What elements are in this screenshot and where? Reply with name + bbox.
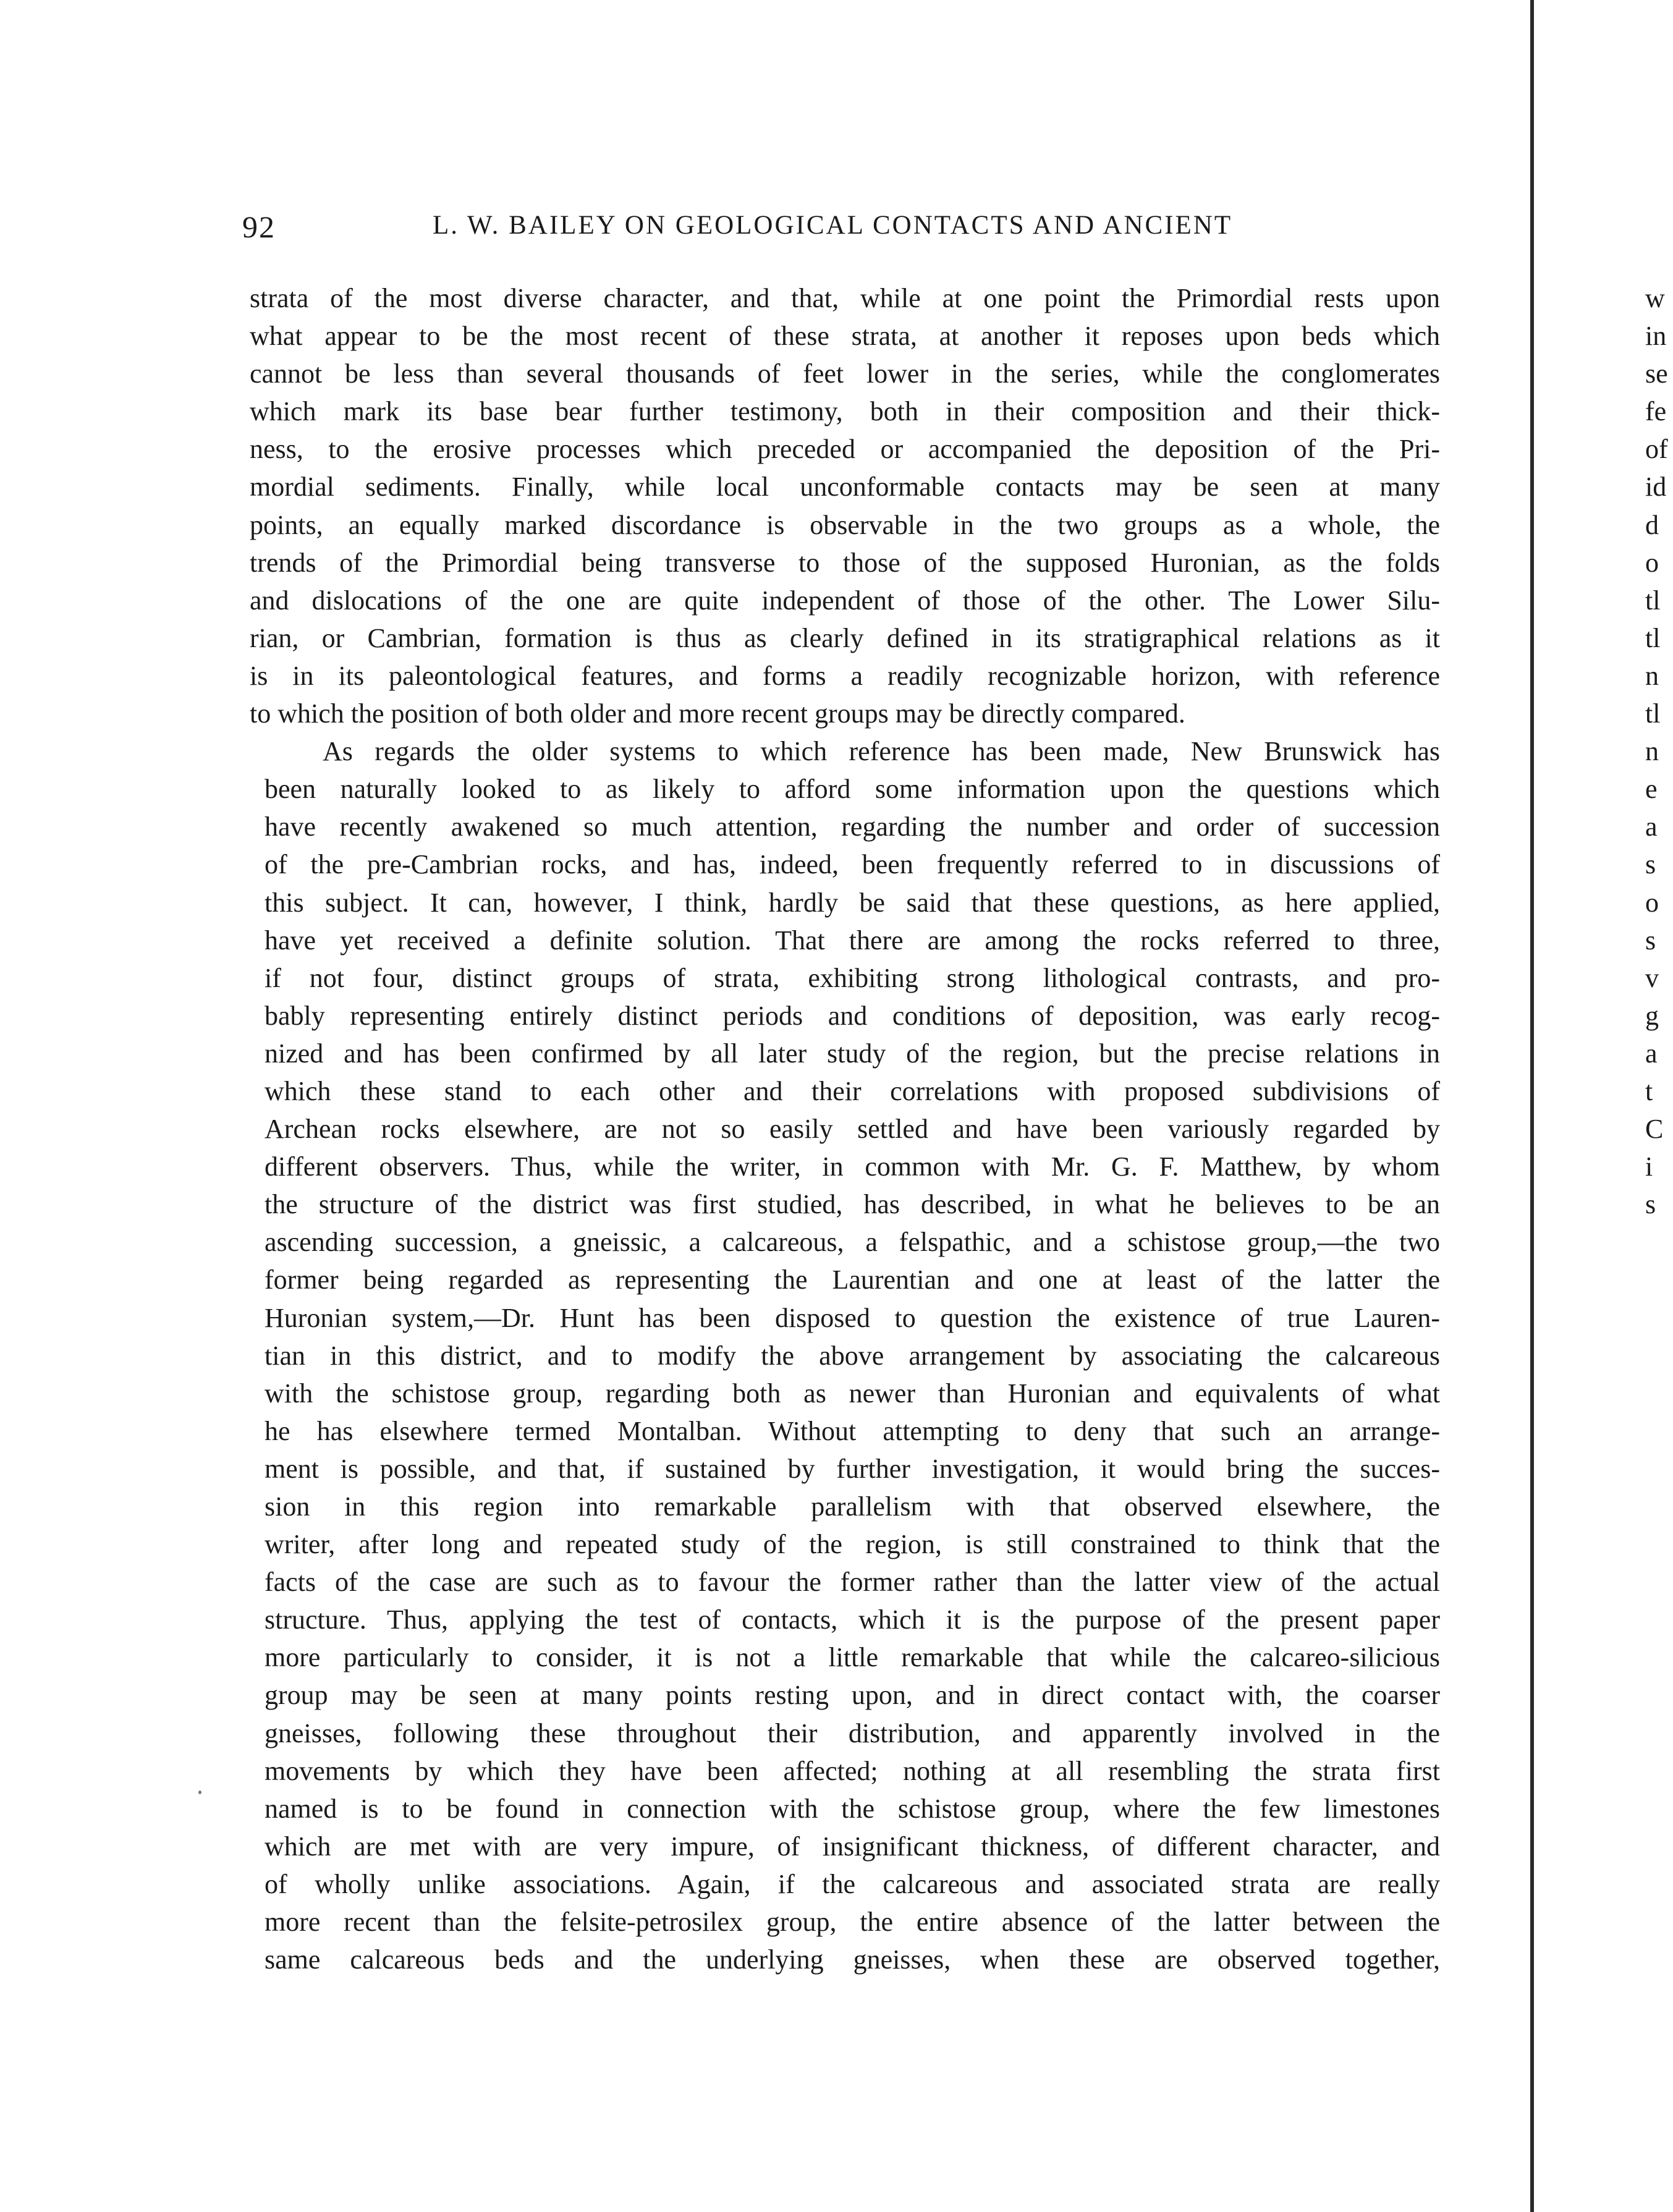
text-line: different observers. Thus, while the writer, in common with Mr. G. F. Matthew, by whom [265,1151,1440,1182]
facing-page-fragment [1645,1375,1673,1412]
facing-page-fragment: e [1645,774,1658,805]
facing-page-fragment: tl [1645,622,1661,653]
facing-page-fragment: of [1645,434,1668,465]
text-line: strata of the most diverse character, and that, while at one point the Primordial rests upon [250,283,1440,313]
text-line: tian in this district, and to modify the above arrangement by associating the calcareous [265,1340,1440,1371]
text-line: he has elsewhere termed Montalban. Without attempting to deny that such an arrange- [265,1415,1440,1446]
text-line: more recent than the felsite-petrosilex group, the entire absence of the latter between the [265,1907,1440,1938]
text-line: As regards the older systems to which reference has been made, New Brunswick has [323,736,1440,767]
facing-page-fragment: tl [1645,698,1661,729]
text-line: facts of the case are such as to favour the former rather than the latter view of the actual [265,1567,1440,1598]
facing-page-fragment [1645,1450,1673,1488]
text-line: have recently awakened so much attention, regarding the number and order of succession [265,811,1440,842]
text-line: is in its paleontological features, and forms a readily recognizable horizon, with reference [250,660,1440,691]
facing-page-fragment: in [1645,321,1667,352]
facing-page-fragment: t [1645,1075,1653,1106]
text-line: which these stand to each other and their correlations with proposed subdivisions of [265,1075,1440,1106]
text-line: this subject. It can, however, I think, hardly be said that these questions, as here applied, [265,887,1440,918]
text-line: if not four, distinct groups of strata, exhibiting strong lithological contrasts, and pro- [265,962,1440,993]
body-text [250,279,1440,1978]
text-line: ascending succession, a gneissic, a calcareous, a felspathic, and a schistose group,—the two [265,1227,1440,1258]
facing-page-fragment: s [1645,849,1656,880]
page-gutter-edge [1530,0,1534,2212]
facing-page-fragment: tl [1645,585,1661,616]
facing-page-fragment [1645,1828,1673,1865]
facing-page-fragment [1645,1488,1673,1525]
facing-page-fragment: s [1645,1189,1656,1220]
text-line: structure. Thus, applying the test of contacts, which it is the purpose of the present paper [265,1604,1440,1635]
text-line: cannot be less than several thousands of feet lower in the series, while the conglomerates [250,358,1440,389]
text-line: nized and has been confirmed by all later study of the region, but the precise relations in [265,1038,1440,1069]
text-line: Archean rocks elsewhere, are not so easily settled and have been variously regarded by [265,1114,1440,1145]
facing-page-fragment [1645,1412,1673,1450]
facing-page-fragment [1645,1261,1673,1299]
facing-page-fragment [1645,1299,1673,1337]
facing-page-fragment: C [1645,1114,1664,1145]
text-line: more particularly to consider, it is not a little remarkable that while the calcareo-silicious [265,1642,1440,1673]
facing-page-fragment [1645,1223,1673,1261]
text-line: gneisses, following these throughout their distribution, and apparently involved in the [265,1718,1440,1748]
facing-page-fragment: o [1645,547,1659,578]
running-title: L. W. BAILEY ON GEOLOGICAL CONTACTS AND ANCIENT [433,211,1233,240]
facing-page-fragment [1645,1865,1673,1903]
text-line: mordial sediments. Finally, while local unconformable contacts may be seen at many [250,472,1440,502]
text-line: of wholly unlike associations. Again, if the calcareous and associated strata are really [265,1868,1440,1899]
text-line: sion in this region into remarkable parallelism with that observed elsewhere, the [265,1491,1440,1522]
facing-page-fragment: g [1645,1000,1659,1031]
facing-page-fragment [1645,1752,1673,1790]
text-line: which mark its base bear further testimony, both in their composition and their thick- [250,396,1440,427]
text-line: which are met with are very impure, of insignificant thickness, of different character, and [265,1831,1440,1862]
scan-speck [198,1790,201,1794]
text-line: movements by which they have been affected; nothing at all resembling the strata first [265,1755,1440,1786]
facing-page-fragment: fe [1645,396,1667,427]
facing-page-fragment: n [1645,736,1659,767]
running-head [242,209,1454,252]
text-line: been naturally looked to as likely to afford some information upon the questions which [265,774,1440,805]
facing-page-fragment [1645,1337,1673,1375]
text-line: have yet received a definite solution. That there are among the rocks referred to three, [265,925,1440,956]
page-number: 92 [242,210,276,244]
facing-page-fragment [1645,1601,1673,1638]
text-line: writer, after long and repeated study of the region, is still constrained to think that the [265,1529,1440,1560]
text-line: points, an equally marked discordance is observable in the two groups as a whole, the [250,509,1440,540]
facing-page-fragment: o [1645,887,1659,918]
facing-page-fragments [1645,279,1673,1978]
facing-page-fragment: se [1645,358,1668,389]
text-line: what appear to be the most recent of these strata, at another it reposes upon beds which [250,321,1440,352]
text-line: trends of the Primordial being transverse to those of the supposed Huronian, as the folds [250,547,1440,578]
facing-page-fragment [1645,1941,1673,1978]
facing-page-fragment: id [1645,472,1667,502]
facing-page-fragment [1645,1714,1673,1752]
text-line: group may be seen at many points resting upon, and in direct contact with, the coarser [265,1680,1440,1711]
text-line: rian, or Cambrian, formation is thus as clearly defined in its stratigraphical relations as it [250,622,1440,653]
text-line: ness, to the erosive processes which preceded or accompanied the deposition of the Pri- [250,434,1440,465]
facing-page-fragment [1645,1903,1673,1941]
facing-page-fragment [1645,1563,1673,1601]
facing-page-fragment: v [1645,962,1659,993]
facing-page-fragment: a [1645,1038,1658,1069]
facing-page-fragment: s [1645,925,1656,956]
paragraph-2 [250,732,1440,1978]
text-line: former being regarded as representing the Laurentian and one at least of the latter the [265,1265,1440,1295]
text-line: named is to be found in connection with the schistose group, where the few limestones [265,1793,1440,1824]
facing-page-fragment: d [1645,509,1659,540]
facing-page-fragment [1645,1676,1673,1714]
text-line: of the pre-Cambrian rocks, and has, indeed, been frequently referred to in discussions of [265,849,1440,880]
text-line: the structure of the district was first studied, has described, in what he believes to be an [265,1189,1440,1220]
facing-page-fragment [1645,1525,1673,1563]
text-line: to which the position of both older and more recent groups may be directly compared. [250,698,1185,729]
text-line: same calcareous beds and the underlying gneisses, when these are observed together, [265,1944,1440,1975]
text-line: Huronian system,—Dr. Hunt has been disposed to question the existence of true Lauren- [265,1302,1440,1333]
facing-page-fragment [1645,1790,1673,1828]
text-line: and dislocations of the one are quite independent of those of the other. The Lower Silu- [250,585,1440,616]
text-line: with the schistose group, regarding both as newer than Huronian and equivalents of what [265,1378,1440,1409]
paragraph-1 [250,279,1440,732]
facing-page-fragment: w [1645,283,1665,313]
text-line: bably representing entirely distinct periods and conditions of deposition, was early recog- [265,1000,1440,1031]
facing-page-fragment [1645,1638,1673,1676]
facing-page-fragment: a [1645,811,1658,842]
facing-page-fragment: i [1645,1151,1653,1182]
text-line: ment is possible, and that, if sustained by further investigation, it would bring the succes- [265,1453,1440,1484]
facing-page-fragment: n [1645,660,1659,691]
